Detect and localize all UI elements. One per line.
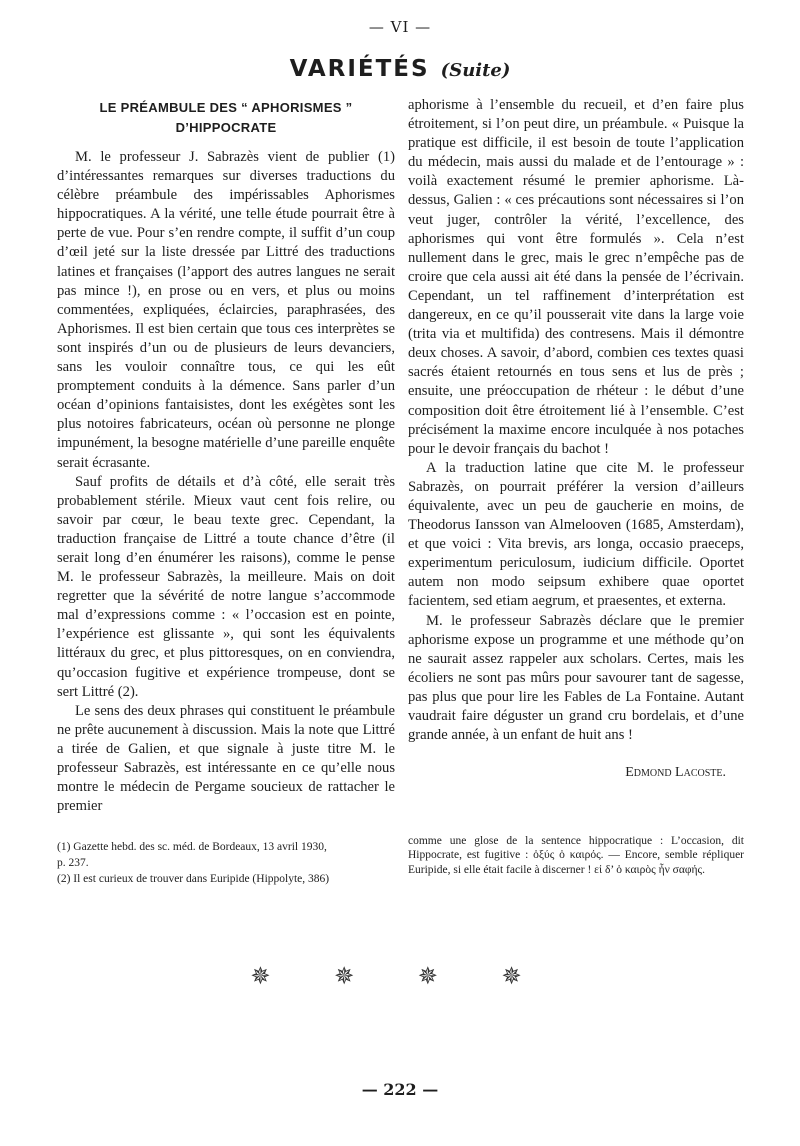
footnote-2-continued: comme une glose de la sentence hippocratique : L’occasion, dit Hippocrate, est fugitive : ὀξύς ὁ καιρός. — Encore, semble répliquer Euripide, si elle était facile à discerner ! εἰ δ’ ὁ καιρὸς ἦν σαφής.: [408, 835, 744, 876]
paragraph: Sauf profits de détails et d’à côté, elle serait très probablement stérile. Mieux vaut cent fois relire, ou savoir par cœur, le beau texte grec. Cependant, la traduction française de Littré a toute chance d’être (il serait long d’en énumérer les raisons), comme le pense M. le professeur Sabrazès, la meilleure. Mais on doit regretter que la sévérité de notre langue s’accommode mal d’expressions comme : « l’occasion est en pointe, l’expérience est glissante », qui sont les équivalents littéraux du grec, et plus pittoresques, on en conviendra, qu’occasion fugitive et expérience trompeuse, dont se sert Littré (2).: [57, 473, 395, 700]
paragraph: A la traduction latine que cite M. le professeur Sabrazès, on pourrait préférer la version d’ailleurs équivalente, avec un peu de gaucherie en moins, de Theodorus Iansson van Almelooven (1685, Amsterdam), et que voici : Vita brevis, ars longa, occasio praeceps, experimentum periculosum, iudicium difficile. Oportet autem non modo seipsum exhibere quae oportet facientem, sed etiam aegrum, et praesentes, et externa.: [408, 459, 744, 610]
paragraph: M. le professeur Sabrazès déclare que le premier aphorisme expose un programme et une méthode qu’on ne saurait assez rappeler aux scholars. Certes, mais les écoliers ne sont pas mûrs pour savourer tant de sagesse, pas plus que pour lire les Fables de La Fontaine. Autant vaudrait faire déguster un grand cru bordelais, et d’une grande année, à un enfant de huit ans !: [408, 612, 744, 744]
section-heading: [0, 56, 800, 82]
section-title: VARIÉTÉS: [289, 56, 430, 82]
article-title: [57, 98, 395, 138]
right-column: [408, 96, 744, 782]
article-title-line2: D’HIPPOCRATE: [175, 120, 277, 135]
footnote-2: (2) Il est curieux de trouver dans Euripide (Hippolyte, 386): [57, 873, 330, 885]
paragraph-continued: aphorisme à l’ensemble du recueil, et d’en faire plus étroitement, si l’on peut dire, un préambule. « Puisque la pratique est difficile, il est besoin de toute l’application du médecin, mais aussi du malade et de l’entourage » : voilà exactement résumé le premier aphorisme. Là-dessus, Galien : « ces précautions sont nécessaires si l’on veut juger, contrôler la vérité, l’excellence, des aphorismes qui vont être formulés ». Cela n’est nullement dans le grec, mais le grec n’empêche pas de croire que cela aussi ait été dans la pensée de l’écrivain. Cependant, un tel raffinement d’interprétation est dangereux, en ce qu’il pousserait vite dans la large voie (trita via et multifida) des contresens. Mais il démontre deux choses. A savoir, d’abord, combien ces textes quasi sacrés étaient retournés en tous sens et lus de près ; ensuite, une préoccupation de rhéteur : le début d’une composition doit être étroitement lié à l’ensemble. C’est précisément la maxime encore inculquée à nos potaches pour le devoir français du bachot !: [408, 97, 744, 457]
section-suite: (Suite): [440, 60, 511, 81]
page-top-number: — VI —: [368, 18, 432, 36]
ornament-divider: ✵ ✵ ✵ ✵: [250, 962, 550, 990]
left-column: [57, 96, 395, 816]
footnote-1: (1) Gazette hebd. des sc. méd. de Bordeaux, 13 avril 1930,: [57, 841, 327, 853]
paragraph: Le sens des deux phrases qui constituent le préambule ne prête aucunement à discussion. Mais la note que Littré a tirée de Galien, et que signale à juste titre M. le professeur Sabrazès, est intéressante en ce qu’elle nous montre le médecin de Pergame soucieux de rattacher le premier: [57, 702, 395, 815]
page-number: — 222 —: [361, 1080, 439, 1099]
author-signature: Edmond Lacoste.: [625, 765, 726, 781]
footnote-1-page: p. 237.: [57, 857, 89, 869]
paragraph: M. le professeur J. Sabrazès vient de publier (1) d’intéressantes remarques sur diverses traductions du célèbre préambule des impérissables Aphorismes hippocratiques. A la vérité, une telle étude pourrait être à perte de vue. Pour s’en rendre compte, il suffit d’un coup d’œil jeté sur la liste dressée par Littré des traductions latines et françaises (l’apport des autres langues ne serait pas mince !), en prose ou en vers, et plus ou moins commentées, expliquées, éclaircies, paraphrasées, des Aphorismes. Il est bien certain que tous ces interprètes se sont inspirés d’un ou de plusieurs de leurs devanciers, sans les vouloir connaître tous, ce qui les eût promptement conduits à la démence. Sans parler d’un océan d’opinions fantaisistes, dont les exégètes sont les plus notoires fabricateurs, océan où personne ne plonge impunément, la besogne matérielle d’une pareille enquête serait écrasante.: [57, 149, 395, 471]
article-title-line1: LE PRÉAMBULE DES “ APHORISMES ”: [99, 100, 353, 115]
footnotes-left: [57, 840, 395, 888]
